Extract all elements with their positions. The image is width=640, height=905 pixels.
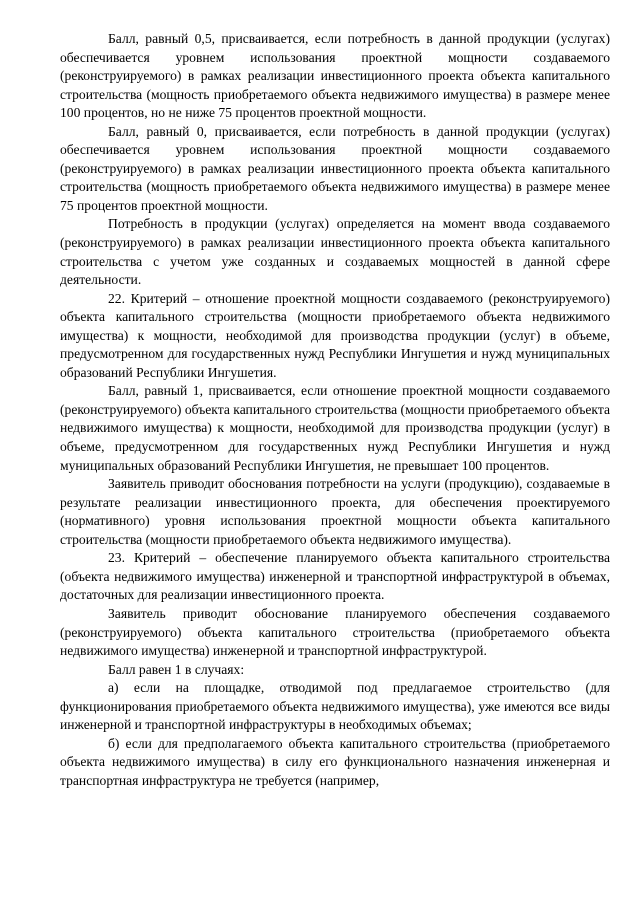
paragraph-score-half: Балл, равный 0,5, присваивается, если потребность в данной продукции (услугах) обеспечивается уровнем использования проектной мощности создаваемого (реконструируемого) в рамках реализации инвестиционного проекта объекта капитального строительства (мощность приобретаемого объекта недвижимого имущества) в размере менее 100 процентов, но не ниже 75 процентов проектной мощности. (60, 31, 610, 121)
paragraph-criterion-22: 22. Критерий – отношение проектной мощности создаваемого (реконструируемого) объекта капитального строительства (мощности приобретаемого объекта недвижимого имущества) к мощности, необходимой для производства продукции (услуг) в объеме, предусмотренном для государственных нужд Республики Ингушетия и нужд муниципальных образований Республики Ингушетия. (60, 290, 610, 380)
paragraph-applicant-justification: Заявитель приводит обоснования потребности на услуги (продукцию), создаваемые в результате реализации инвестиционного проекта, для обеспечения проектируемого (нормативного) уровня использования проектной мощности объекта капитального строительства (мощности приобретаемого объекта недвижимого имущества). (60, 476, 610, 547)
paragraph-criterion-23: 23. Критерий – обеспечение планируемого объекта капитального строительства (объекта недвижимого имущества) инженерной и транспортной инфраструктурой в объемах, достаточных для реализации инвестиционного проекта. (60, 550, 610, 603)
paragraph-infrastructure-justification: Заявитель приводит обоснование планируемого обеспечения создаваемого (реконструируемого) объекта капитального строительства (приобретаемого объекта недвижимого имущества) инженерной и транспортной инфраструктурой. (60, 605, 610, 659)
document-page (60, 30, 610, 790)
paragraph-case-b: б) если для предполагаемого объекта капитального строительства (приобретаемого объекта недвижимого имущества) в силу его функционального назначения инженерная и транспортная инфраструктура не требуется (например, (60, 735, 610, 788)
paragraph-case-a: а) если на площадке, отводимой под предлагаемое строительство (для функционирования приобретаемого объекта недвижимого имущества), уже имеются все виды инженерной и транспортной инфраструктуры в необходимых объемах; (60, 680, 610, 733)
paragraph-demand-definition: Потребность в продукции (услугах) определяется на момент ввода создаваемого (реконструируемого) в рамках реализации инвестиционного проекта объекта капитального строительства с учетом уже созданных и создаваемых мощностей в данной сфере деятельности. (60, 216, 610, 288)
paragraph-criterion-22-score: Балл, равный 1, присваивается, если отношение проектной мощности создаваемого (реконструируемого) объекта капитального строительства (мощности приобретаемого объекта недвижимого имущества) к мощности, необходимой для производства продукции (услуг) в объеме, предусмотренном для государственных нужд Республики Ингушетия и нужд муниципальных образований Республики Ингушетия, не превышает 100 процентов. (60, 383, 610, 473)
paragraph-score-cases: Балл равен 1 в случаях: (108, 661, 245, 677)
paragraph-score-zero: Балл, равный 0, присваивается, если потребность в данной продукции (услугах) обеспечивается уровнем использования проектной мощности создаваемого (реконструируемого) в рамках реализации инвестиционного проекта объекта капитального строительства (мощность приобретаемого объекта недвижимого имущества) в размере менее 75 процентов проектной мощности. (60, 123, 610, 213)
